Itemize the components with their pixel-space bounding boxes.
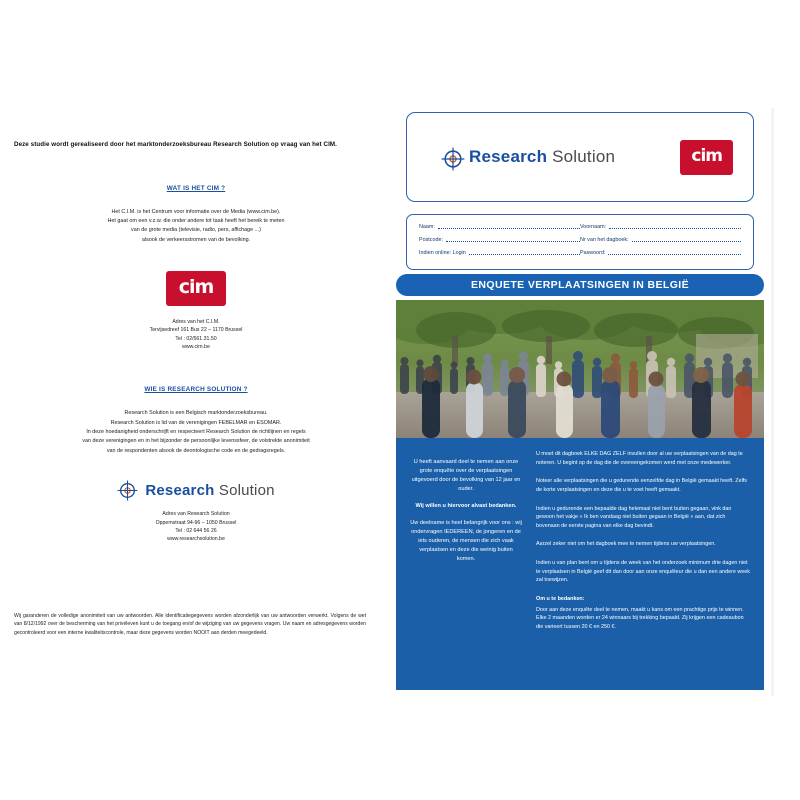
rs-address-line: Tel : 02 644 56 26	[175, 527, 217, 534]
field-postcode[interactable]	[419, 235, 580, 243]
cim-desc-line: alsook de verkeersstromen van de bevolking.	[141, 236, 251, 243]
instruction-paragraph: Noteer alle verplaatsingen die u gedurende eenzelfde dag in België gemaakt heeft. Zelfs de korte verplaatsingen en deze die u te voet heeft gemaakt.	[536, 478, 747, 493]
field-label: Naam:	[419, 224, 435, 230]
cover-word-normal: Solution	[552, 147, 616, 166]
field-input-line[interactable]	[608, 248, 741, 255]
field-voornaam[interactable]	[580, 222, 741, 230]
field-label: Paswoord:	[580, 250, 606, 256]
cim-address-line: Adres van het C.I.M.	[172, 319, 220, 326]
field-dagboeknummer[interactable]	[580, 235, 741, 243]
thanks-paragraph: U heeft aanvaard deel te nemen aan onze grote enquête over de verplaatsingen uitgevoerd door de bevolking van 12 jaar en ouder.	[411, 459, 521, 493]
ident-row	[419, 235, 741, 243]
instruction-paragraph: Aarzel zeker niet om het dagboek mee te nemen tijdens uw verplaatsingen.	[536, 541, 716, 548]
cim-address-line: www.cim.be	[182, 343, 210, 350]
participation-paragraph: Uw deelname is heel belangrijk voor ons : wij ondervragen IEDEREEN, de jongeren en de iets ouderen, de mensen die zich vaak verplaatsen en deze die weinig buiten komen.	[410, 520, 522, 563]
target-crosshair-icon	[441, 147, 462, 168]
target-crosshair-icon	[117, 480, 138, 501]
survey-title-banner: ENQUETE VERPLAATSINGEN IN BELGIË	[396, 274, 764, 296]
field-naam[interactable]	[419, 222, 580, 230]
research-solution-description	[56, 409, 336, 455]
research-solution-address	[12, 510, 380, 543]
instruction-paragraph: U moet dit dagboek ELKE DAG ZELF invullen door al uw verplaatsingen van de dag te noteren. U begint op de dag die de overeengekomen werd met onze medewerker.	[536, 451, 743, 466]
rs-desc-line: van deze verenigingen en in het bijzonder de persoonlijke levenssfeer, de volstrekte anonimiteit	[82, 438, 310, 445]
rs-desc-line: Research Solution is lid van de verenigingen FEBELMAR en ESOMAR.	[110, 419, 282, 426]
reward-paragraph: Door aan deze enquête deel te nemen, maakt u kans om een prachtige prijs te winnen. Elke 2 maanden worden er 24 winnaars bij trekking bepaald. Zij krijgen een cadeaubon die varieert tussen 20 € en 250 €.	[536, 606, 744, 630]
field-label: Voornaam:	[580, 224, 607, 230]
privacy-disclaimer: Wij garanderen de volledige anonimiteit van uw antwoorden. Alle identificatiegegevens worden afzonderlijk van uw antwoorden verwerkt. Volgens de wet van 8/12/1992 over de bescherming van het privéleven kunt u de toegang en/of de wijziging van uw gegevens vragen. Uw naam en adresgegevens worden gecontroleerd voor een interne kwaliteitscontrole, maar deze gegevens worden NOOIT aan derden meegedeeld.	[14, 613, 366, 636]
instructions-panel	[396, 438, 764, 690]
left-info-panel	[12, 140, 380, 680]
cim-desc-line: van de grote media (televisie, radio, pers, affichage ...)	[131, 227, 261, 234]
crowd-photo	[396, 300, 764, 438]
instruction-paragraph: Indien u van plan bent om u tijdens de week van het onderzoek minimum drie dagen niet te verplaatsen in België geef dit dan door aan onze enquêteur die u dan een andere week zal toewijzen.	[536, 560, 750, 584]
intro-statement: Deze studie wordt gerealiseerd door het marktonderzoeksbureau Research Solution op vraag van het CIM.	[14, 141, 337, 148]
cover-research-solution-logo	[441, 147, 615, 168]
thanks-highlight: Wij willen u hiervoor alvast bedanken.	[415, 503, 517, 510]
field-label: Postcode:	[419, 237, 443, 243]
field-label: Indien online: Login	[419, 250, 466, 256]
cover-cim-logo: cim	[680, 140, 733, 175]
section-title-research-solution: WIE IS RESEARCH SOLUTION ?	[144, 386, 248, 394]
rs-address-line: www.researchsolution.be	[167, 536, 225, 543]
research-solution-wordmark	[145, 479, 274, 502]
field-login[interactable]	[419, 248, 580, 256]
cim-address	[12, 318, 380, 351]
cim-logo: cim	[166, 271, 227, 306]
section-title-cim: WAT IS HET CIM ?	[166, 184, 226, 192]
cim-address-line: Tel : 02/561.31.50	[175, 335, 217, 342]
cim-desc-line: Het C.I.M. is het Centrum voor informatie over de Media (www.cim.be).	[111, 208, 281, 215]
identification-box	[406, 214, 754, 270]
field-label: Nr van het dagboek:	[580, 237, 629, 243]
cover-logo-card	[406, 112, 754, 202]
ident-row	[419, 222, 741, 230]
rs-desc-line: Research Solution is een Belgisch marktonderzoeksbureau.	[124, 410, 268, 417]
cover-word-bold: Research	[469, 147, 548, 166]
field-input-line[interactable]	[438, 222, 580, 229]
cim-address-line: Tervijsedreef 161 Bus 22 – 1170 Brussel	[149, 327, 243, 334]
rs-word-normal: Solution	[218, 482, 275, 500]
reward-heading: Om u te bedanken:	[536, 596, 585, 603]
instructions-left-column	[410, 450, 522, 680]
rs-address-line: Oppemstraat 94-96 – 1050 Brussel	[155, 519, 237, 526]
cover-wordmark	[469, 147, 615, 167]
rs-desc-line: In deze hoedanigheid onderschrijft en respecteert Research Solution de richtlijnen en regels	[86, 428, 306, 435]
ident-row	[419, 248, 741, 256]
cim-desc-line: Het gaat om een v.z.w. die onder andere tot taak heeft het bereik te meten	[107, 217, 285, 224]
instructions-right-column	[536, 450, 750, 680]
rs-word-bold: Research	[145, 482, 215, 500]
instruction-paragraph: Indien u gedurende een bepaalde dag helemaal niet bent buiten gegaan, vink dan gewoon het vakje « Ik ben vandaag niet buiten gegaan in België » aan, dat zich bovenaan de eerste pagina van elke dag bevindt.	[536, 505, 732, 529]
field-paswoord[interactable]	[580, 248, 741, 256]
field-input-line[interactable]	[469, 248, 580, 255]
field-input-line[interactable]	[632, 235, 741, 242]
research-solution-logo	[12, 479, 380, 502]
field-input-line[interactable]	[609, 222, 741, 229]
rs-desc-line: van de respondenten alsook de deontologische code en de gedragsregels.	[106, 447, 286, 454]
cim-description	[71, 208, 321, 245]
rs-address-line: Adres van Research Solution	[162, 511, 230, 518]
field-input-line[interactable]	[446, 235, 580, 242]
